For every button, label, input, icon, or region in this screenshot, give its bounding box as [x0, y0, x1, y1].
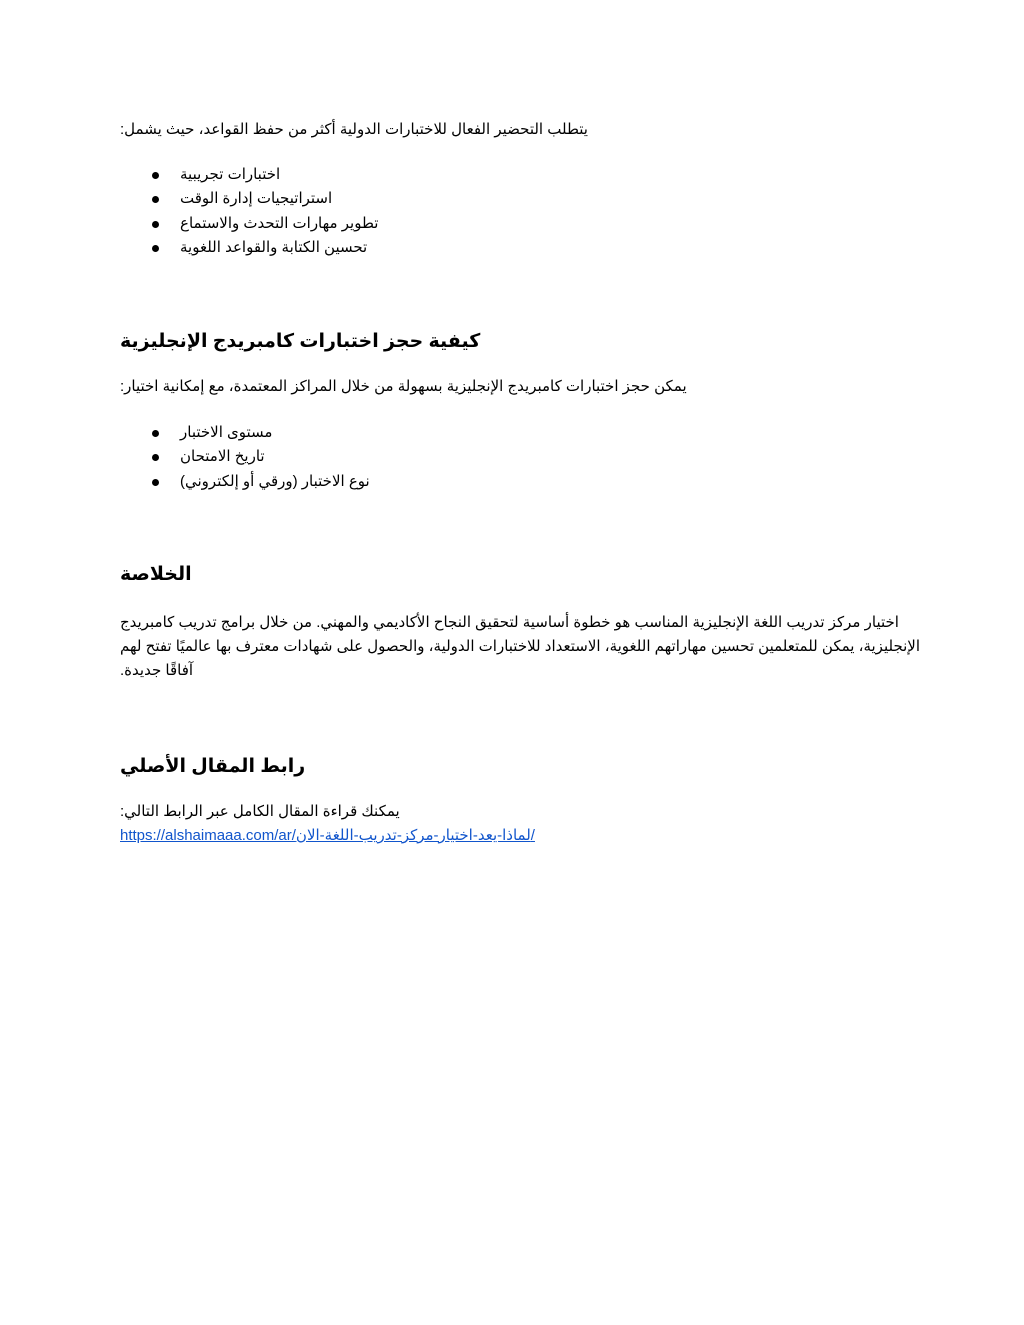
prep-bullet-list	[152, 163, 378, 260]
document-page	[120, 0, 921, 1325]
list-item	[152, 187, 378, 211]
link-line	[120, 824, 910, 848]
list-item-text: تطوير مهارات التحدث والاستماع	[180, 214, 379, 232]
summary-heading-text: الخلاصة	[120, 564, 192, 585]
summary-line	[120, 635, 921, 659]
bullet-icon	[152, 430, 159, 437]
bullet-icon	[152, 221, 159, 228]
link-intro-text: يمكنك قراءة المقال الكامل عبر الرابط التالي:	[120, 803, 400, 820]
bullet-icon	[152, 196, 159, 203]
prep-intro-text: يتطلب التحضير الفعال للاختبارات الدولية أكثر من حفظ القواعد، حيث يشمل:	[120, 121, 588, 138]
list-item	[152, 236, 378, 260]
summary-line	[120, 611, 910, 635]
list-item	[152, 421, 370, 445]
booking-intro-text: يمكن حجز اختبارات كامبريدج الإنجليزية بسهولة من خلال المراكز المعتمدة، مع إمكانية اختيار:	[120, 378, 687, 395]
bullet-icon	[152, 172, 159, 179]
list-item	[152, 163, 378, 187]
list-item-text: تحسين الكتابة والقواعد اللغوية	[180, 238, 368, 256]
summary-line-text: اختيار مركز تدريب اللغة الإنجليزية المناسب هو خطوة أساسية لتحقيق النجاح الأكاديمي والمهني. من خلال برامج تدريب كامبريدج	[120, 614, 899, 631]
list-item	[152, 212, 378, 236]
summary-line	[120, 659, 910, 683]
summary-line-text: الإنجليزية، يمكن للمتعلمين تحسين مهاراتهم اللغوية، الاستعداد للاختبارات الدولية، والحصول على شهادات معترف بها عالميًا تفتح لهم	[120, 638, 921, 655]
bullet-icon	[152, 479, 159, 486]
list-item	[152, 470, 370, 494]
summary-paragraph	[120, 611, 921, 683]
summary-line-text: آفاقًا جديدة.	[120, 662, 194, 679]
link-intro-paragraph	[120, 800, 910, 824]
list-item	[152, 445, 370, 469]
list-item-text: استراتيجيات إدارة الوقت	[180, 190, 333, 208]
bullet-icon	[152, 245, 159, 252]
booking-bullet-list	[152, 421, 370, 494]
link-heading	[120, 754, 305, 780]
list-item-text: نوع الاختبار (ورقي أو إلكتروني)	[180, 472, 370, 490]
article-link[interactable]: https://alshaimaaa.com/ar/لماذا-يعد-اختيار-مركز-تدريب-اللغة-الان/	[120, 827, 535, 844]
summary-heading	[120, 562, 192, 588]
link-heading-text: رابط المقال الأصلي	[120, 756, 306, 777]
booking-heading	[120, 329, 480, 355]
booking-heading-text: كيفية حجز اختبارات كامبريدج الإنجليزية	[120, 331, 481, 352]
bullet-icon	[152, 454, 159, 461]
booking-intro-paragraph	[120, 375, 910, 399]
list-item-text: اختبارات تجريبية	[180, 166, 281, 183]
list-item-text: مستوى الاختبار	[180, 424, 273, 441]
list-item-text: تاريخ الامتحان	[180, 448, 265, 466]
prep-intro-paragraph	[120, 118, 910, 142]
